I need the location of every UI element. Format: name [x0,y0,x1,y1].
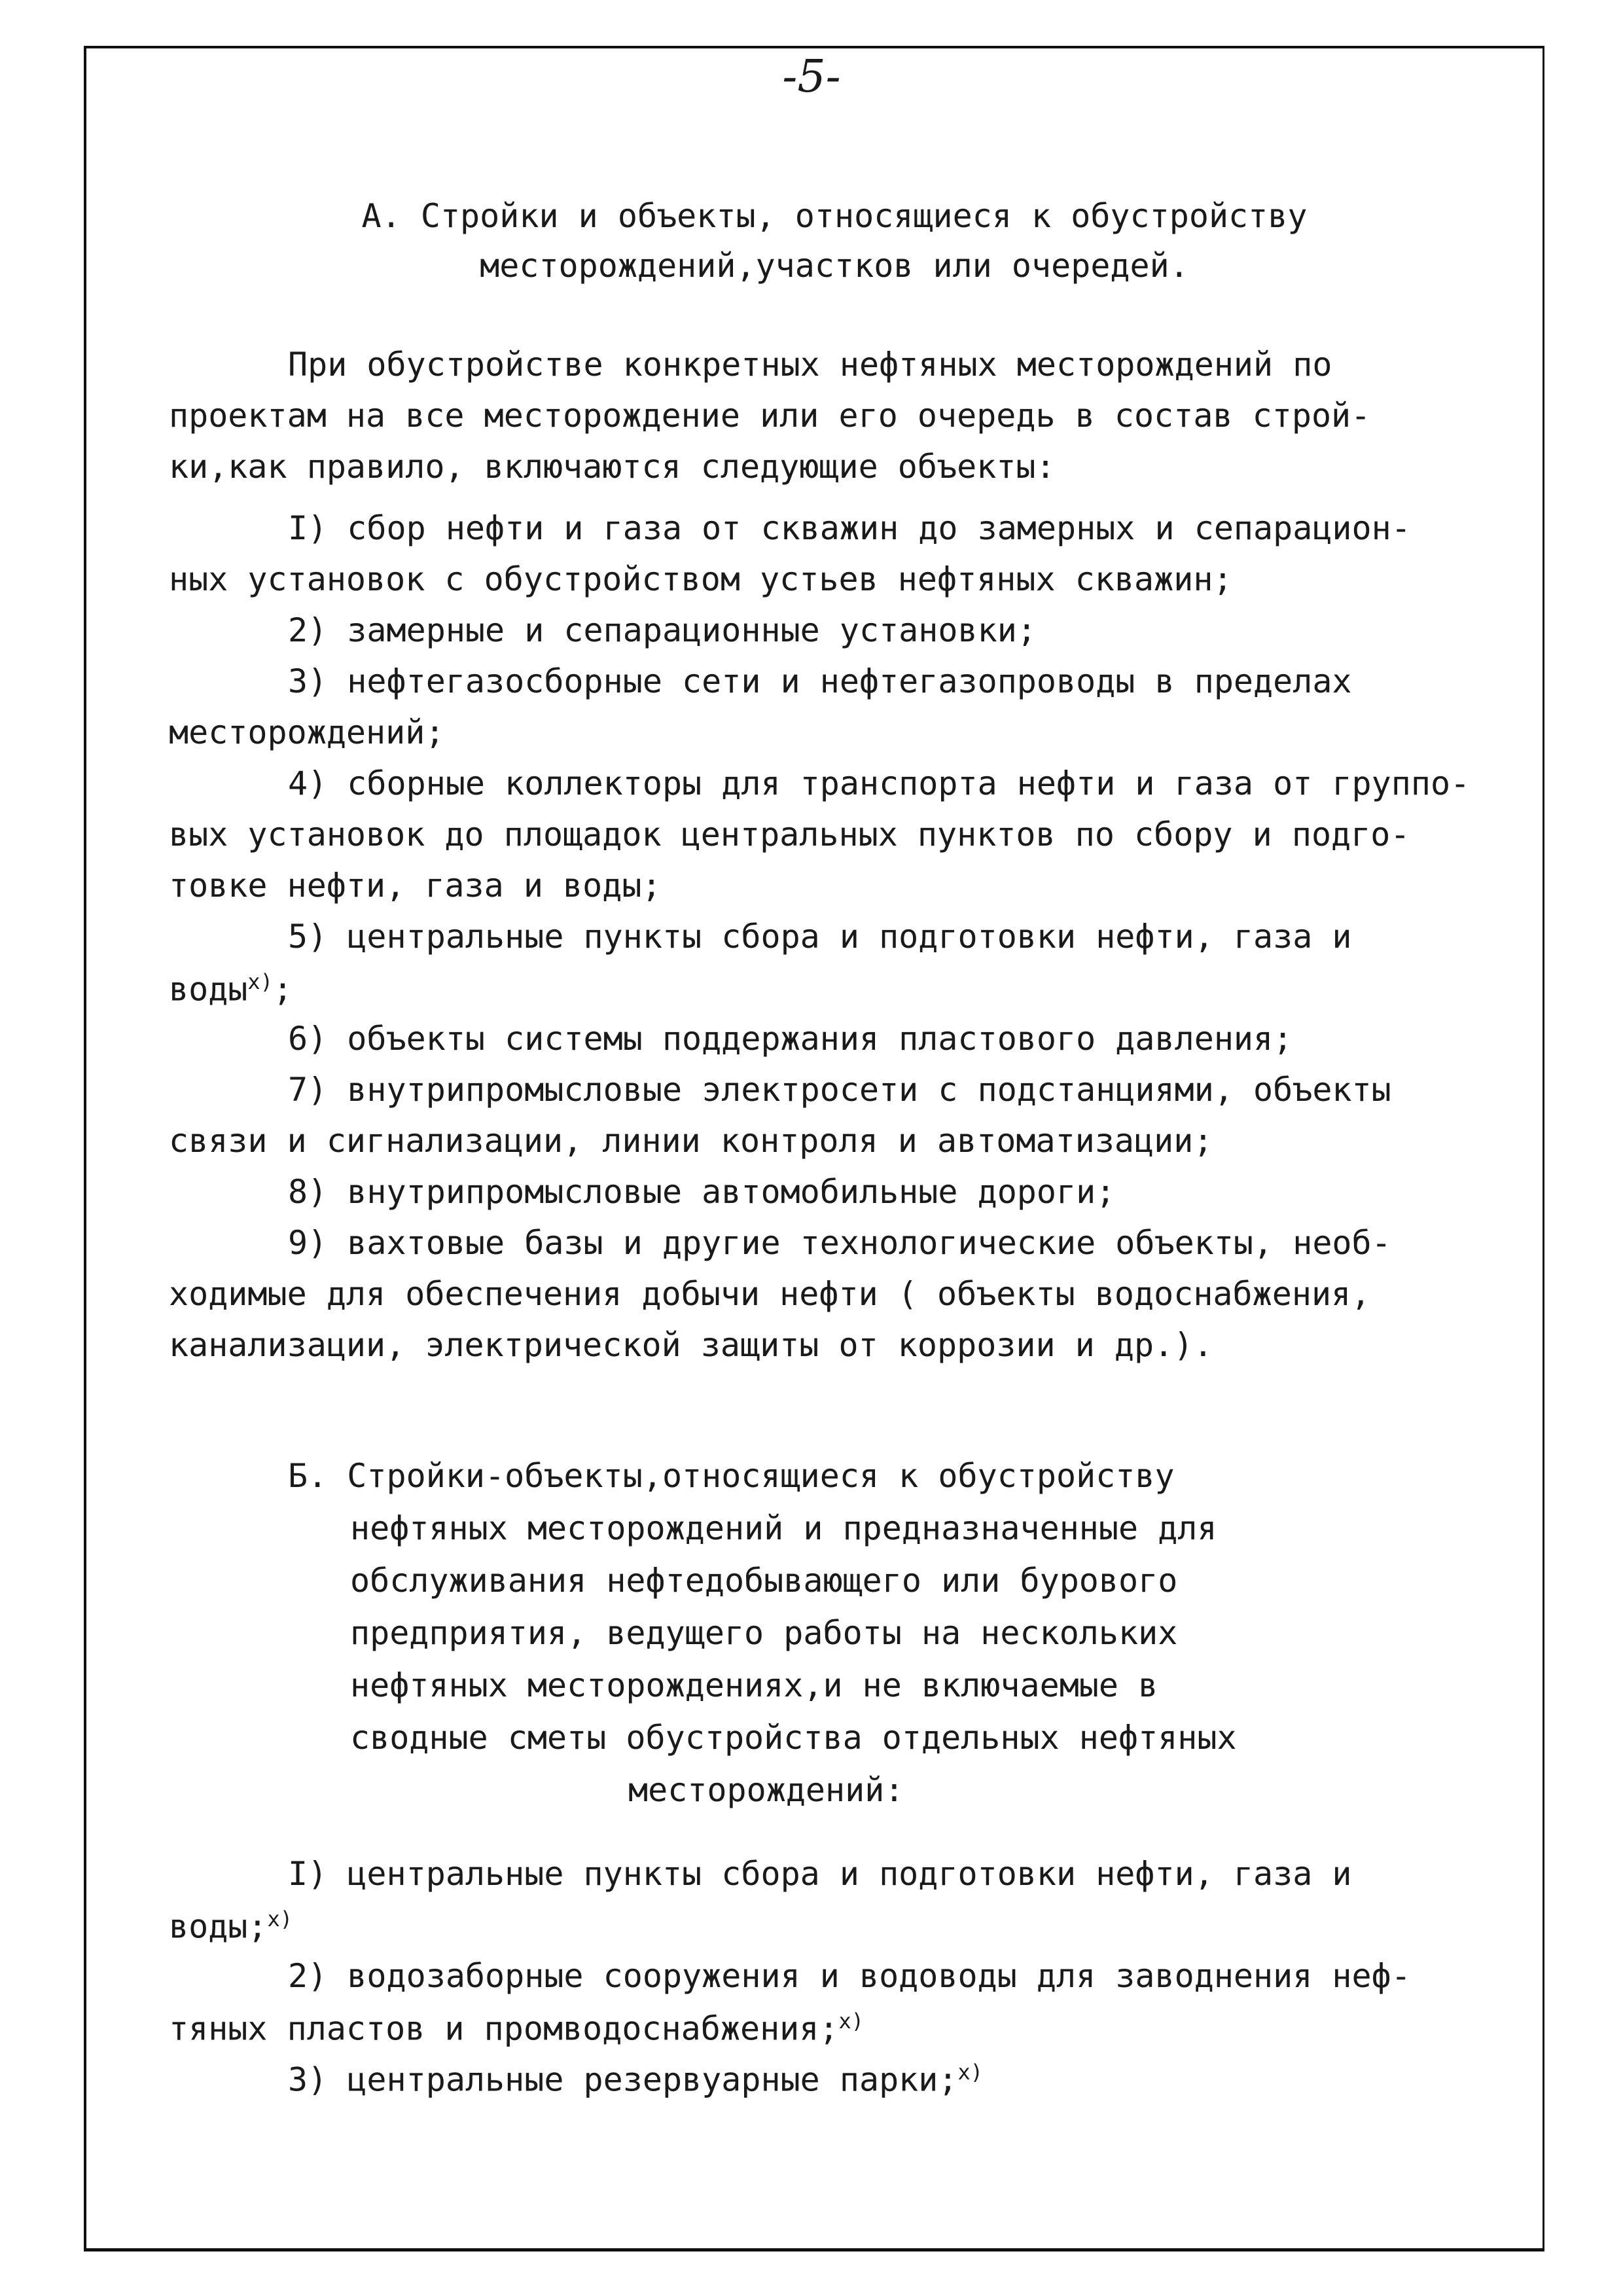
a-item-5-end: ; [272,970,293,1009]
a-item-5-line1: 5) центральные пункты сбора и подготовки нефти, газа и [288,918,1352,956]
a-item-4-line3: товке нефти, газа и воды; [169,867,662,905]
footnote-mark: х) [267,1907,293,1931]
a-item-3-line1: 3) нефтегазосборные сети и нефтегазопроводы в пределах [288,662,1352,700]
section-b-heading-line: месторождений: [628,1771,904,1809]
b-item-2-text: тяных пластов и промводоснабжения; [169,2009,839,2048]
a-item-4-line1: 4) сборные коллекторы для транспорта нефти и газа от группо- [288,764,1471,802]
a-item-9-line2: ходимые для обеспечения добычи нефти ( объекты водоснабжения, [169,1275,1371,1313]
a-item-5-text: воды [169,970,248,1009]
a-item-7-line2: связи и сигнализации, линии контроля и автоматизации; [169,1122,1213,1160]
b-item-2-line2 [169,2009,865,2048]
section-b-heading [288,1450,1237,1816]
a-item-1-line2: ных установок с обустройством устьев нефтяных скважин; [169,560,1233,598]
footnote-mark: х) [957,2060,984,2085]
a-item-1-line1: I) сбор нефти и газа от скважин до замерных и сепарацион- [288,509,1411,547]
b-item-3-line1 [288,2060,984,2099]
a-item-3-line2: месторождений; [169,713,445,751]
section-b-heading-line: Б. Стройки-объекты,относящиеся к обустройству [288,1457,1175,1495]
intro-line: При обустройстве конкретных нефтяных месторождений по [288,346,1332,384]
section-b-heading-line: нефтяных месторождениях,и не включаемые в [350,1666,1158,1704]
page-number: -5- [782,51,841,103]
b-item-2-line1: 2) водозаборные сооружения и водоводы для заводнения неф- [288,1957,1411,1995]
section-b-heading-line: обслуживания нефтедобывающего или бурового [350,1562,1178,1600]
section-b-heading-line: предприятия, ведущего работы на нескольких [350,1614,1178,1652]
a-item-4-line2: вых установок до площадок центральных пунктов по сбору и подго- [169,816,1410,853]
a-item-8-line1: 8) внутрипромысловые автомобильные дороги; [288,1173,1116,1211]
b-item-1-text: воды; [169,1907,268,1946]
a-item-9-line3: канализации, электрической защиты от коррозии и др.). [169,1326,1213,1364]
a-item-2-line1: 2) замерные и сепарационные установки; [288,611,1037,649]
footnote-mark: х) [838,2009,865,2034]
a-item-9-line1: 9) вахтовые базы и другие технологические объекты, необ- [288,1224,1391,1262]
section-a-heading-line1: А. Стройки и объекты, относящиеся к обустройству [361,197,1308,235]
intro-line: проектам на все месторождение или его очередь в состав строй- [169,397,1371,435]
a-item-7-line1: 7) внутрипромысловые электросети с подстанциями, объекты [288,1071,1391,1109]
section-b-heading-line: нефтяных месторождений и предназначенные для [350,1509,1217,1547]
section-b-heading-line: сводные сметы обустройства отдельных нефтяных [350,1719,1237,1757]
b-item-3-text: 3) центральные резервуарные парки; [288,2060,958,2099]
b-item-1-line2 [169,1907,293,1946]
a-item-5-line2 [169,969,293,1009]
section-a-heading [327,191,1342,291]
footnote-mark: х) [247,969,273,994]
section-a-heading-line2: месторождений,участков или очередей. [480,247,1189,285]
a-item-6-line1: 6) объекты системы поддержания пластового давления; [288,1020,1293,1058]
intro-line: ки,как правило, включаются следующие объекты: [169,448,1056,486]
b-item-1-line1: I) центральные пункты сбора и подготовки нефти, газа и [288,1855,1352,1893]
